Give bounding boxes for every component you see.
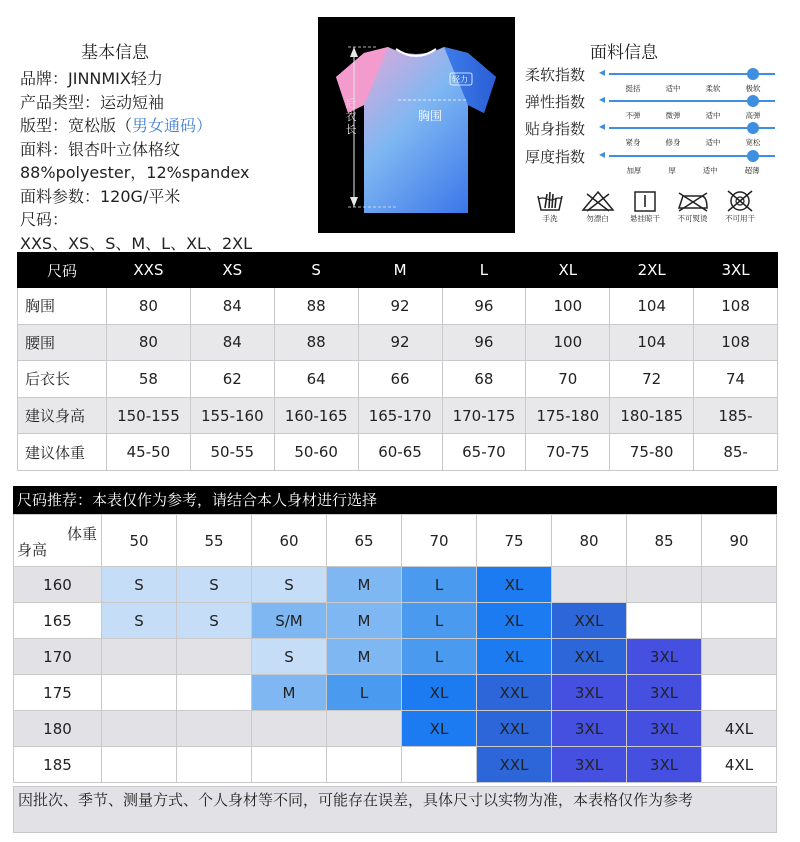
recommended-size-cell: M <box>327 567 402 603</box>
composition: 88%polyester，12%spandex <box>20 163 250 182</box>
scale-level-dot <box>747 122 759 134</box>
size-cell: 100 <box>526 288 610 325</box>
scale-tick-label: 高弹 <box>745 111 761 120</box>
height-cell: 165 <box>14 603 102 639</box>
size-cell: 180-185 <box>610 397 694 434</box>
size-cell: 185- <box>694 397 778 434</box>
size-row <box>18 397 778 434</box>
recommendation-row <box>14 567 777 603</box>
size-cell: 72 <box>610 361 694 398</box>
recommended-size-cell: S <box>102 567 177 603</box>
size-cell: 66 <box>358 361 442 398</box>
brand-logo: 轻力 <box>452 75 468 84</box>
size-row-label: 腰围 <box>18 324 107 361</box>
basic-info <box>20 38 320 255</box>
size-cell: 96 <box>442 324 526 361</box>
scale-tick-label: 不弹 <box>625 111 641 120</box>
height-cell: 175 <box>14 675 102 711</box>
size-cell: 80 <box>107 324 191 361</box>
weight-header-cell: 75 <box>477 515 552 567</box>
recommended-size-cell: M <box>327 603 402 639</box>
recommended-size-cell <box>102 711 177 747</box>
size-cell: 88 <box>274 324 358 361</box>
weight-header-cell: 50 <box>102 515 177 567</box>
recommended-size-cell: 3XL <box>627 711 702 747</box>
fabric: 面料：银杏叶立体格纹 <box>20 139 181 159</box>
recommended-size-cell: 3XL <box>552 747 627 783</box>
size-cell: 104 <box>610 324 694 361</box>
recommended-size-cell: L <box>402 567 477 603</box>
brand: 品牌：JINNMIX轻力 <box>20 69 163 88</box>
recommended-size-cell <box>627 603 702 639</box>
recommended-size-cell: XXL <box>477 675 552 711</box>
fabric-scale <box>525 118 785 147</box>
size-cell: 64 <box>274 361 358 398</box>
size-row-label: 建议身高 <box>18 397 107 434</box>
footnote: 因批次、季节、测量方式、个人身材等不同，可能存在误差，具体尺寸以实物为准，本表格仅作为参考 <box>13 786 777 833</box>
size-header-cell: M <box>358 253 442 288</box>
size-cell: 45-50 <box>107 434 191 471</box>
scale-level-dot <box>747 95 759 107</box>
care-no-iron <box>673 190 713 234</box>
recommended-size-cell: S <box>177 603 252 639</box>
size-cell: 80 <box>107 288 191 325</box>
size-cell: 150-155 <box>107 397 191 434</box>
size-cell: 108 <box>694 324 778 361</box>
scale-tick-label: 紧身 <box>625 138 641 147</box>
size-table-header <box>18 253 778 288</box>
size-cell: 50-60 <box>274 434 358 471</box>
recommendation-title: 尺码推荐：本表仅作为参考，请结合本人身材进行选择 <box>13 486 777 514</box>
scale-tick-label: 厚 <box>668 166 676 175</box>
weight-header-cell: 60 <box>252 515 327 567</box>
size-header-cell: XS <box>190 253 274 288</box>
scale-tick-label: 适中 <box>705 138 721 147</box>
fabric-scale <box>525 91 785 120</box>
height-cell: 180 <box>14 711 102 747</box>
fabric-info-title: 面料信息 <box>590 43 658 63</box>
scale-tick-label: 加厚 <box>626 166 642 175</box>
care-hand-wash <box>530 190 570 234</box>
recommendation-table <box>13 514 777 783</box>
care-label: 不可用干 <box>725 214 755 223</box>
scale-label: 弹性指数 <box>525 93 586 111</box>
recommendation-row <box>14 747 777 783</box>
size-list: XXS、XS、S、M、L、XL、2XL <box>20 233 253 253</box>
care-hang-dry <box>625 190 665 234</box>
recommended-size-cell <box>102 747 177 783</box>
size-label: 尺码： <box>20 210 69 229</box>
recommended-size-cell: XL <box>402 675 477 711</box>
size-cell: 50-55 <box>190 434 274 471</box>
recommended-size-cell <box>102 639 177 675</box>
size-cell: 108 <box>694 288 778 325</box>
weight-label: 体重 <box>66 525 97 543</box>
scale-arrow-icon: ◂ <box>599 92 606 106</box>
height-cell: 185 <box>14 747 102 783</box>
recommended-size-cell: S <box>102 603 177 639</box>
recommendation-header-row <box>14 515 777 567</box>
no-tumble-dry-icon <box>723 190 757 212</box>
care-icons <box>530 190 760 234</box>
height-cell: 160 <box>14 567 102 603</box>
size-cell: 70-75 <box>526 434 610 471</box>
scale-arrow-icon: ◂ <box>599 147 606 161</box>
size-header-cell: S <box>274 253 358 288</box>
size-header-cell: XXS <box>107 253 191 288</box>
size-cell: 65-70 <box>442 434 526 471</box>
weight-header-cell: 65 <box>327 515 402 567</box>
recommended-size-cell <box>402 747 477 783</box>
product-photo <box>318 17 515 233</box>
recommended-size-cell <box>702 675 777 711</box>
care-no-bleach <box>578 190 618 234</box>
scale-tick-label: 适中 <box>702 166 718 175</box>
care-no-tumble-dry <box>720 190 760 234</box>
size-row <box>18 324 778 361</box>
scale-arrow-icon: ◂ <box>599 65 606 79</box>
scale-label: 柔软指数 <box>525 66 586 84</box>
recommended-size-cell: S <box>177 567 252 603</box>
recommended-size-cell <box>702 567 777 603</box>
size-header-cell: XL <box>526 253 610 288</box>
height-cell: 170 <box>14 639 102 675</box>
recommended-size-cell: 3XL <box>627 675 702 711</box>
recommended-size-cell: 3XL <box>552 711 627 747</box>
scale-tick-label: 适中 <box>705 111 721 120</box>
weight-height-corner <box>14 515 102 567</box>
size-header-cell: 尺码 <box>18 253 107 288</box>
size-row <box>18 361 778 398</box>
care-label: 手洗 <box>542 214 558 223</box>
size-row <box>18 288 778 325</box>
recommended-size-cell: XL <box>477 603 552 639</box>
size-cell: 70 <box>526 361 610 398</box>
height-label: 身高 <box>17 541 48 559</box>
recommended-size-cell: XL <box>477 639 552 675</box>
back-length-label: 后衣长 <box>345 97 357 136</box>
recommended-size-cell: S/M <box>252 603 327 639</box>
scale-tick-label: 适中 <box>665 84 681 93</box>
scale-tick-label: 极软 <box>745 84 761 93</box>
recommended-size-cell: M <box>327 639 402 675</box>
scale-tick-label: 柔软 <box>705 84 721 93</box>
size-cell: 84 <box>190 324 274 361</box>
recommended-size-cell <box>702 639 777 675</box>
size-cell: 165-170 <box>358 397 442 434</box>
no-iron-icon <box>675 190 711 212</box>
recommended-size-cell: S <box>252 639 327 675</box>
size-cell: 175-180 <box>526 397 610 434</box>
hang-dry-icon <box>632 190 658 212</box>
recommended-size-cell: XXL <box>552 639 627 675</box>
size-cell: 92 <box>358 288 442 325</box>
scale-tick-label: 修身 <box>665 138 681 147</box>
recommendation-row <box>14 675 777 711</box>
size-cell: 75-80 <box>610 434 694 471</box>
scale-label: 贴身指数 <box>525 120 586 138</box>
scale-ticks <box>613 165 773 176</box>
size-table <box>17 252 778 471</box>
recommended-size-cell: L <box>402 603 477 639</box>
fit-suffix: ） <box>196 116 213 135</box>
scale-level-dot <box>747 150 759 162</box>
recommended-size-cell <box>327 747 402 783</box>
fit-highlight: 男女通码 <box>132 116 197 135</box>
weight-header-cell: 85 <box>627 515 702 567</box>
scale-arrow-icon: ◂ <box>599 119 606 133</box>
product-type: 产品类型：运动短袖 <box>20 92 165 112</box>
fabric-scale <box>525 146 785 175</box>
size-header-cell: 3XL <box>694 253 778 288</box>
recommended-size-cell: M <box>252 675 327 711</box>
scale-tick-label: 超薄 <box>744 166 760 175</box>
recommended-size-cell <box>177 711 252 747</box>
care-label: 勿漂白 <box>586 214 609 223</box>
recommended-size-cell <box>552 567 627 603</box>
recommended-size-cell: XXL <box>477 711 552 747</box>
recommendation-row <box>14 639 777 675</box>
size-header-cell: L <box>442 253 526 288</box>
size-cell: 96 <box>442 288 526 325</box>
scale-tick-label: 挺括 <box>625 84 641 93</box>
recommended-size-cell: S <box>252 567 327 603</box>
size-row-label: 胸围 <box>18 288 107 325</box>
size-cell: 85- <box>694 434 778 471</box>
size-row-label: 后衣长 <box>18 361 107 398</box>
size-cell: 100 <box>526 324 610 361</box>
size-cell: 104 <box>610 288 694 325</box>
weight-header-cell: 80 <box>552 515 627 567</box>
scale-tick-label: 宽松 <box>745 138 761 147</box>
recommended-size-cell: L <box>402 639 477 675</box>
recommended-size-cell: XXL <box>552 603 627 639</box>
recommended-size-cell: 4XL <box>702 711 777 747</box>
size-cell: 68 <box>442 361 526 398</box>
scale-tick-label: 微弹 <box>665 111 681 120</box>
no-bleach-icon <box>581 190 615 212</box>
recommended-size-cell <box>627 567 702 603</box>
recommended-size-cell: 3XL <box>627 747 702 783</box>
recommended-size-cell <box>177 675 252 711</box>
recommended-size-cell <box>702 603 777 639</box>
hand-wash-icon <box>535 190 565 212</box>
fabric-scale <box>525 64 785 93</box>
size-cell: 60-65 <box>358 434 442 471</box>
size-cell: 155-160 <box>190 397 274 434</box>
recommended-size-cell: 4XL <box>702 747 777 783</box>
fit <box>20 114 320 138</box>
size-row <box>18 434 778 471</box>
care-label: 不可熨烫 <box>677 214 708 223</box>
size-cell: 88 <box>274 288 358 325</box>
size-cell: 160-165 <box>274 397 358 434</box>
size-cell: 92 <box>358 324 442 361</box>
recommended-size-cell: XXL <box>477 747 552 783</box>
size-cell: 62 <box>190 361 274 398</box>
size-cell: 58 <box>107 361 191 398</box>
fit-prefix: 版型：宽松版（ <box>20 116 133 135</box>
recommended-size-cell: 3XL <box>552 675 627 711</box>
recommended-size-cell <box>177 747 252 783</box>
recommended-size-cell: 3XL <box>627 639 702 675</box>
chest-label: 胸围 <box>418 109 443 123</box>
recommended-size-cell: XL <box>402 711 477 747</box>
recommended-size-cell <box>327 711 402 747</box>
size-cell: 84 <box>190 288 274 325</box>
size-row-label: 建议体重 <box>18 434 107 471</box>
recommended-size-cell <box>252 747 327 783</box>
size-header-cell: 2XL <box>610 253 694 288</box>
recommended-size-cell <box>102 675 177 711</box>
recommended-size-cell <box>177 639 252 675</box>
recommended-size-cell: XL <box>477 567 552 603</box>
size-cell: 74 <box>694 361 778 398</box>
scale-level-dot <box>747 68 759 80</box>
weight-header-cell: 90 <box>702 515 777 567</box>
basic-info-title: 基本信息 <box>81 43 149 63</box>
scale-label: 厚度指数 <box>525 148 586 166</box>
recommendation-row <box>14 603 777 639</box>
weight-header-cell: 55 <box>177 515 252 567</box>
recommended-size-cell <box>252 711 327 747</box>
care-label: 悬挂晾干 <box>630 214 660 223</box>
recommendation-row <box>14 711 777 747</box>
weight-header-cell: 70 <box>402 515 477 567</box>
recommended-size-cell: L <box>327 675 402 711</box>
fabric-params: 面料参数：120G/平米 <box>20 186 181 206</box>
size-cell: 170-175 <box>442 397 526 434</box>
